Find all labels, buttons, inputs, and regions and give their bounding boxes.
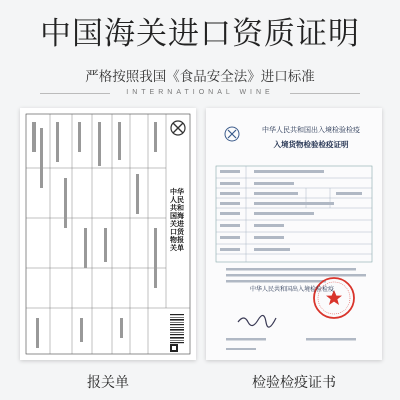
customs-emblem-icon (171, 121, 185, 135)
qr-code-icon (170, 344, 178, 352)
customs-declaration-document (20, 108, 196, 360)
signature-mark (238, 315, 276, 327)
barcode-icon (170, 314, 184, 343)
caption-customs-declaration: 报关单 (87, 375, 129, 391)
certificate-header-line2: 入境货物检验检疫证明 (273, 140, 349, 149)
customs-form-title: 中华人民共和国海关进口货物报关单 (170, 188, 184, 252)
inspection-certificate-document (206, 108, 382, 360)
page-subtitle: 严格按照我国《食品安全法》进口标准 (85, 69, 315, 85)
certificate-footer-line: 中华人民共和国出入境检验检疫 (249, 286, 334, 293)
english-subtitle: INTERNATIONAL WINE (126, 89, 274, 96)
divider-right (290, 93, 360, 94)
official-stamp-icon (314, 278, 354, 318)
caption-inspection-certificate: 检验检疫证书 (252, 375, 336, 391)
certificate-header-line1: 中华人民共和国出入境检验检疫 (262, 126, 360, 134)
page-title: 中国海关进口资质证明 (40, 16, 360, 52)
inspection-emblem-icon (225, 127, 239, 141)
